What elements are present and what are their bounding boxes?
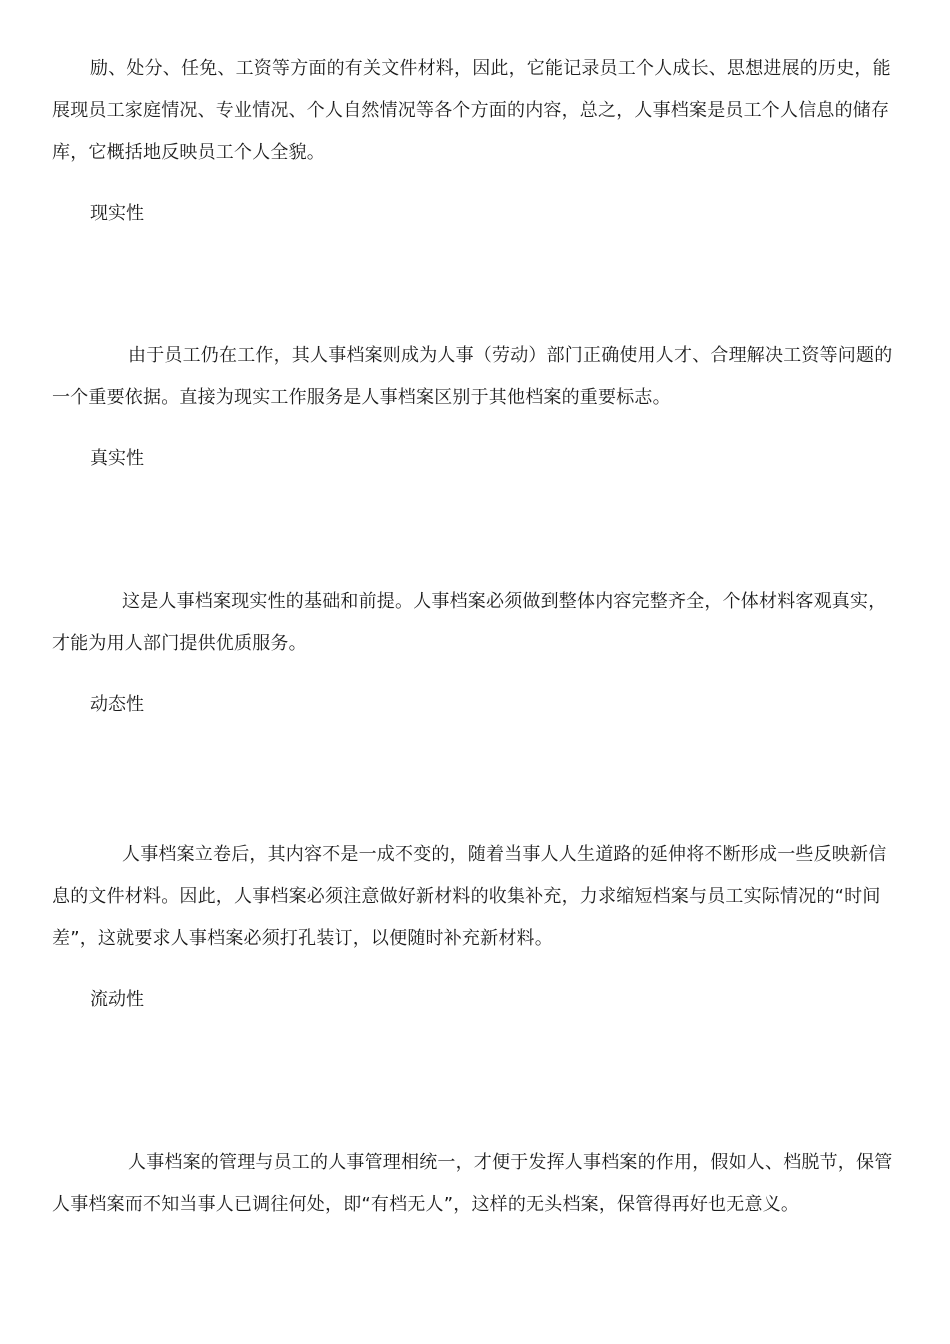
- section-body-mobility: 人事档案的管理与员工的人事管理相统一，才便于发挥人事档案的作用，假如人、档脱节，保管人事档案而不知当事人已调往何处，即“有档无人”，这样的无头档案，保管得再好也无意义。: [52, 1152, 893, 1215]
- intro-paragraph: 励、处分、任免、工资等方面的有关文件材料，因此，它能记录员工个人成长、思想进展的历史，能展现员工家庭情况、专业情况、个人自然情况等各个方面的内容，总之，人事档案是员工个人信息的储存库，它概括地反映员工个人全貌。: [52, 58, 891, 163]
- section-heading-dynamic: 动态性: [90, 694, 144, 715]
- section-body-authenticity: 这是人事档案现实性的基础和前提。人事档案必须做到整体内容完整齐全，个体材料客观真实，才能为用人部门提供优质服务。: [52, 591, 887, 654]
- section-body-reality: 由于员工仍在工作，其人事档案则成为人事（劳动）部门正确使用人才、合理解决工资等问题的一个重要依据。直接为现实工作服务是人事档案区别于其他档案的重要标志。: [52, 345, 893, 408]
- section-heading-authenticity: 真实性: [90, 448, 144, 469]
- section-body-dynamic: 人事档案立卷后，其内容不是一成不变的，随着当事人人生道路的延伸将不断形成一些反映新信息的文件材料。因此，人事档案必须注意做好新材料的收集补充，力求缩短档案与员工实际情况的“时间差”，这就要求人事档案必须打孔装订，以便随时补充新材料。: [52, 844, 887, 949]
- section-heading-reality: 现实性: [90, 203, 144, 224]
- section-heading-mobility: 流动性: [90, 989, 144, 1010]
